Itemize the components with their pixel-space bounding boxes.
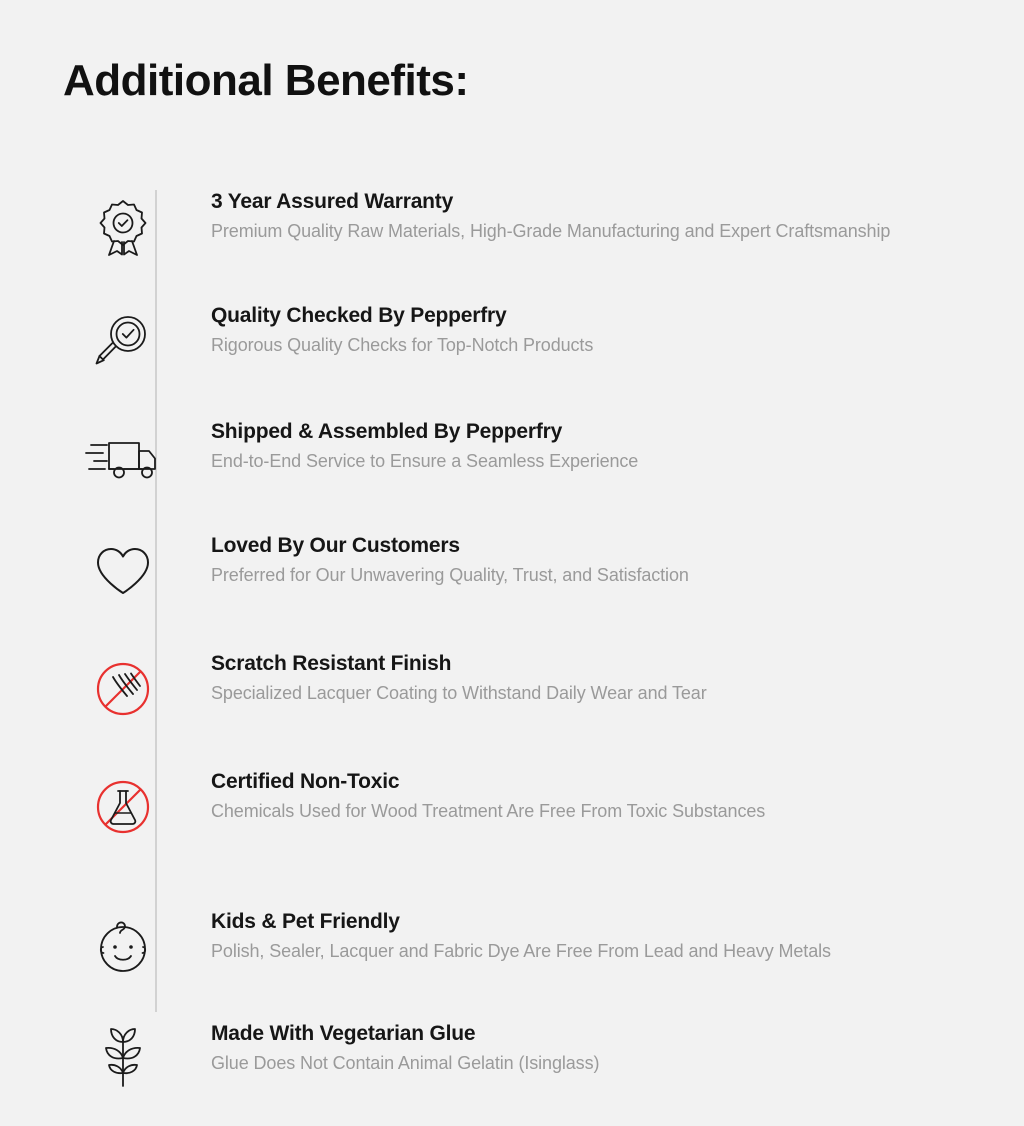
list-item (63, 180, 963, 270)
benefit-description: Rigorous Quality Checks for Top-Notch Products (211, 335, 594, 356)
heart-icon (63, 524, 183, 614)
benefit-text (183, 1012, 963, 1075)
benefit-title: Quality Checked By Pepperfry (211, 304, 507, 327)
benefit-description: Polish, Sealer, Lacquer and Fabric Dye Are Free From Lead and Heavy Metals (211, 941, 831, 962)
benefit-text (183, 180, 963, 243)
benefit-description: Premium Quality Raw Materials, High-Grade Manufacturing and Expert Craftsmanship (211, 221, 891, 242)
warranty-badge-icon (63, 180, 183, 270)
list-item (63, 900, 963, 990)
benefit-title: 3 Year Assured Warranty (211, 190, 454, 213)
benefit-title: Made With Vegetarian Glue (211, 1022, 476, 1045)
list-item (63, 642, 963, 732)
baby-face-icon (63, 900, 183, 990)
benefit-description: Preferred for Our Unwavering Quality, Trust, and Satisfaction (211, 565, 689, 586)
list-item (63, 1012, 963, 1102)
list-item (63, 524, 963, 614)
benefit-description: Glue Does Not Contain Animal Gelatin (Isinglass) (211, 1053, 600, 1074)
benefit-description: End-to-End Service to Ensure a Seamless Experience (211, 451, 639, 472)
list-item (63, 294, 963, 384)
benefit-text (183, 524, 963, 587)
benefit-title: Scratch Resistant Finish (211, 652, 452, 675)
benefit-title: Loved By Our Customers (211, 534, 460, 557)
benefit-text (183, 294, 963, 357)
benefit-text (183, 900, 963, 963)
benefit-description: Chemicals Used for Wood Treatment Are Free From Toxic Substances (211, 801, 766, 822)
benefit-title: Certified Non-Toxic (211, 770, 400, 793)
benefit-title: Kids & Pet Friendly (211, 910, 400, 933)
benefit-text (183, 760, 963, 823)
list-item (63, 410, 963, 500)
benefit-title: Shipped & Assembled By Pepperfry (211, 420, 563, 443)
benefits-list (63, 180, 963, 1102)
benefit-description: Specialized Lacquer Coating to Withstand Daily Wear and Tear (211, 683, 707, 704)
page-title: Additional Benefits: (63, 56, 469, 105)
no-toxic-flask-icon (63, 760, 183, 850)
no-scratch-icon (63, 642, 183, 732)
list-item (63, 760, 963, 850)
leaf-plant-icon (63, 1012, 183, 1102)
benefit-text (183, 642, 963, 705)
benefit-text (183, 410, 963, 473)
delivery-truck-icon (63, 410, 183, 500)
magnifier-check-icon (63, 294, 183, 384)
